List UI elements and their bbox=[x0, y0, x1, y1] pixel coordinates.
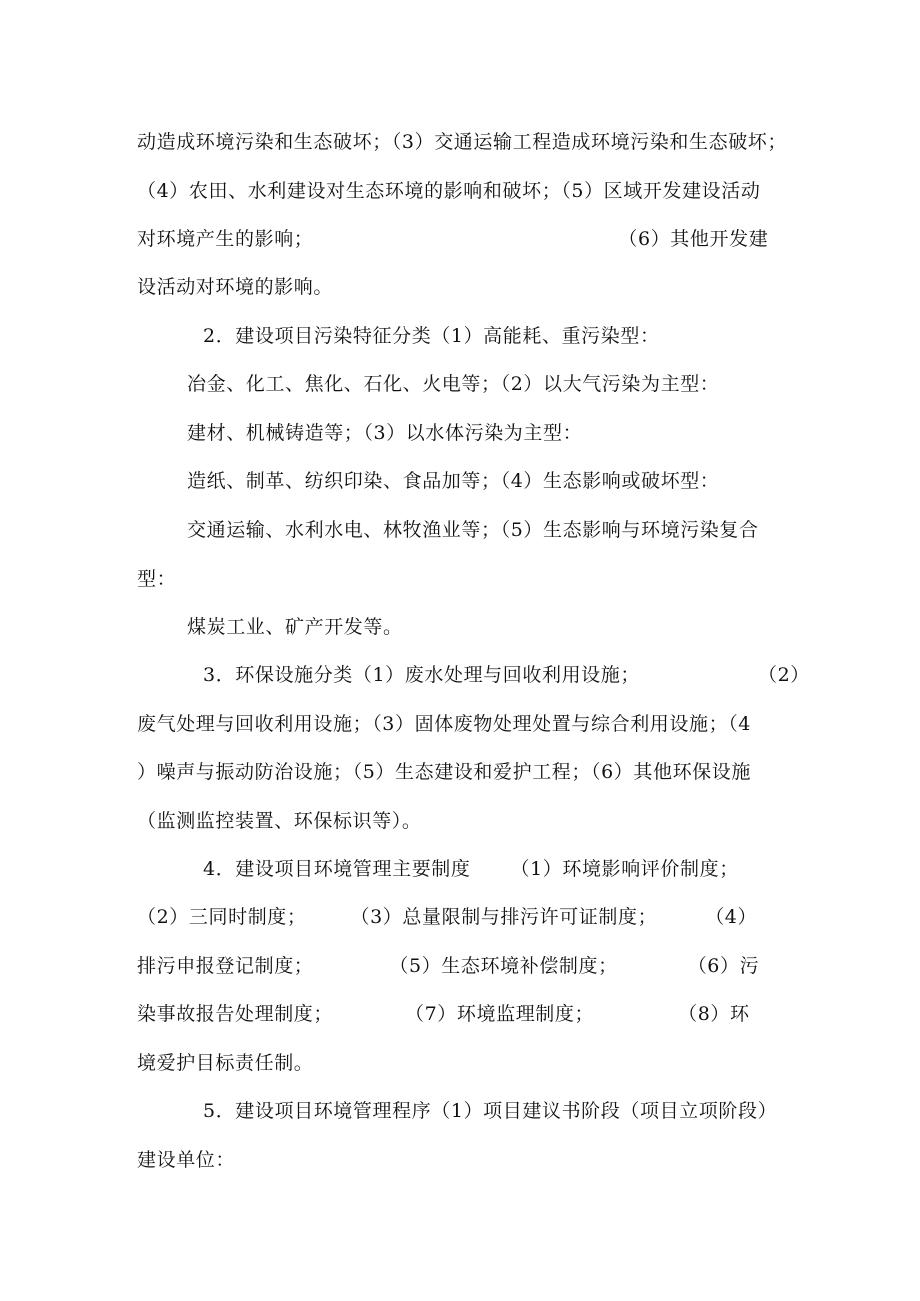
section-4-line-1 bbox=[137, 902, 757, 932]
section-4-line-3-a: 染事故报告处理制度； bbox=[137, 1003, 334, 1025]
section-4-line-2-b: （5）生态环境补偿制度； bbox=[389, 955, 618, 977]
section-4-line-1-c: （4） bbox=[705, 906, 758, 928]
section-4-line-1-b: （3）总量限制与排污许可证制度； bbox=[350, 906, 658, 928]
section-4-heading-title: 4．建设项目环境管理主要制度 bbox=[203, 858, 471, 880]
section-3-heading-title: 3．环保设施分类（1）废水处理与回收利用设施； bbox=[203, 664, 640, 686]
section-4-line-1-a: （2）三同时制度； bbox=[137, 906, 307, 928]
section-4-line-3 bbox=[137, 999, 750, 1029]
intro-line-1: 动造成环境污染和生态破坏；（3）交通运输工程造成环境污染和生态破坏； bbox=[137, 131, 787, 153]
section-4-line-3-c: （8）环 bbox=[678, 1003, 750, 1025]
section-5-line-1: 建设单位： bbox=[137, 1149, 236, 1171]
section-2-line-6: 煤炭工业、矿产开发等。 bbox=[187, 616, 403, 638]
section-2-line-5: 型： bbox=[137, 568, 177, 590]
section-4-line-3-b: （7）环境监理制度； bbox=[405, 1003, 595, 1025]
section-2-line-1: 冶金、化工、焦化、石化、火电等；（2）以大气污染为主型： bbox=[187, 373, 720, 395]
section-4-line-2-a: 排污申报登记制度； bbox=[137, 955, 314, 977]
intro-line-4: 设活动对环境的影响。 bbox=[137, 276, 334, 298]
section-4-heading bbox=[203, 854, 739, 884]
section-2-line-3: 造纸、制革、纺织印染、食品加等；（4）生态影响或破坏型： bbox=[187, 470, 720, 492]
intro-line-3-right: （6）其他开发建 bbox=[618, 228, 769, 250]
section-5-heading: 5．建设项目环境管理程序（1）项目建议书阶段（项目立项阶段） bbox=[203, 1100, 778, 1122]
section-3-line-3: （监测监控装置、环保标识等）。 bbox=[137, 810, 422, 832]
section-4-line-2 bbox=[137, 951, 759, 981]
section-2-heading: 2．建设项目污染特征分类（1）高能耗、重污染型： bbox=[203, 325, 660, 347]
section-4-line-4: 境爱护目标责任制。 bbox=[137, 1052, 314, 1074]
section-4-heading-item-1: （1）环境影响评价制度； bbox=[510, 858, 739, 880]
section-3-heading-item-2: （2） bbox=[757, 664, 810, 686]
section-3-line-2: ）噪声与振动防治设施；（5）生态建设和爱护工程；（6）其他环保设施 bbox=[137, 761, 751, 783]
intro-line-3 bbox=[137, 224, 768, 254]
section-3-line-1: 废气处理与回收利用设施；（3）固体废物处理处置与综合利用设施；（4 bbox=[137, 713, 751, 735]
section-2-line-2: 建材、机械铸造等；（3）以水体污染为主型： bbox=[187, 422, 583, 444]
intro-line-2: （4）农田、水利建设对生态环境的影响和破坏；（5）区域开发建设活动 bbox=[137, 180, 761, 202]
section-2-line-4: 交通运输、水利水电、林牧渔业等；（5）生态影响与环境污染复合 bbox=[187, 519, 759, 541]
section-4-line-2-c: （6）污 bbox=[687, 955, 760, 977]
section-3-heading bbox=[203, 660, 810, 690]
intro-line-3-left: 对环境产生的影响； bbox=[137, 228, 314, 250]
